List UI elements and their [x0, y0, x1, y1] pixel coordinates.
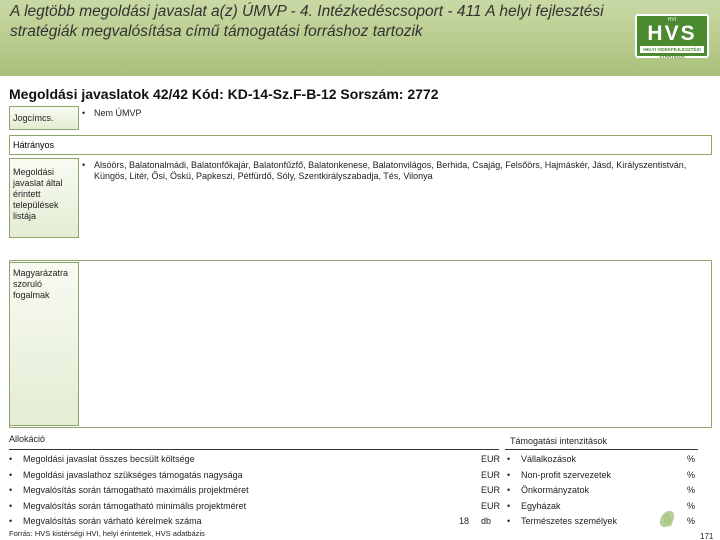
- logo-main-text: HVS: [647, 22, 697, 45]
- allokacio-divider: [9, 449, 499, 450]
- allokacio-row-label: Megoldási javaslat összes becsült költsége: [23, 454, 195, 464]
- allokacio-row-unit: EUR: [481, 470, 501, 480]
- logo-top-text: HVI: [667, 17, 677, 23]
- intenzitas-row-label: Non-profit szervezetek: [521, 470, 612, 480]
- intenzitas-row-label: Természetes személyek: [521, 516, 618, 526]
- bullet: •: [507, 501, 511, 511]
- bullet: •: [82, 108, 86, 118]
- intenzitas-divider: [505, 449, 698, 450]
- page-number: 171: [700, 532, 714, 540]
- allokacio-row-unit: EUR: [481, 485, 501, 495]
- allokacio-label: Allokáció: [9, 434, 46, 444]
- header-title: A legtöbb megoldási javaslat a(z) ÚMVP - 4. Intézkedéscsoport - 411 A helyi fejlesztési stratégiák megvalósítása című támogatási forráshoz tartozik: [10, 3, 604, 40]
- intenzitas-row-unit: %: [687, 454, 696, 464]
- bullet: •: [9, 501, 13, 511]
- telepulesek-label-box: [9, 158, 79, 238]
- allokacio-row-label: Megvalósítás során várható kérelmek száma: [23, 516, 202, 526]
- jogcimcs-content: [82, 108, 712, 119]
- intenzitas-row-unit: %: [687, 501, 696, 511]
- bullet: •: [507, 485, 511, 495]
- bullet: •: [507, 470, 511, 480]
- intenzitas-label: Támogatási intenzitások: [510, 436, 608, 446]
- bullet: •: [507, 516, 511, 526]
- intenzitas-row-unit: %: [687, 470, 696, 480]
- leaf-icon: [656, 508, 678, 530]
- bullet: •: [82, 160, 86, 170]
- allokacio-row-unit: EUR: [481, 454, 501, 464]
- magyarazatra-label-box: [9, 262, 79, 426]
- allokacio-row-unit: EUR: [481, 501, 501, 511]
- intenzitas-row-label: Önkormányzatok: [521, 485, 590, 495]
- allokacio-row-label: Megvalósítás során támogatható minimális projektméret: [23, 501, 247, 511]
- intenzitas-row-label: Egyházak: [521, 501, 561, 511]
- header-band: [0, 0, 720, 76]
- magyarazatra-frame: [9, 260, 712, 428]
- logo-band-text: HELYI VIDÉKFEJLESZTÉSI STRATÉGIA: [640, 46, 704, 53]
- page-title: Megoldási javaslatok 42/42 Kód: KD-14-Sz.F-B-12 Sorszám: 2772: [9, 86, 439, 102]
- magyarazatra-label: Magyarázatra szoruló fogalmak: [13, 268, 69, 300]
- bullet: •: [9, 485, 13, 495]
- hvs-logo-icon: [635, 14, 709, 58]
- telepulesek-value: Alsóörs, Balatonalmádi, Balatonfőkajár, Balatonfűzfő, Balatonkenese, Balatonvilágos, Berhida, Csajág, Felsőörs, Hajmáskér, Jásd, Királyszentistván, Küngös, Litér, Ősi, Öskü, Papkeszi, Pétfürdő, Sóly, Szentkirályszabadja, Tés, Vilonya: [94, 160, 687, 181]
- jogcimcs-label-box: [9, 106, 79, 130]
- hatranyos-box: [9, 135, 712, 155]
- allokacio-row-label: Megoldási javaslathoz szükséges támogatás nagysága: [23, 470, 243, 480]
- bullet: •: [507, 454, 511, 464]
- source-note: Forrás: HVS kistérségi HVI, helyi érintettek, HVS adatbázis: [9, 529, 205, 538]
- telepulesek-label: Megoldási javaslat által érintett települések listája: [13, 167, 63, 221]
- bullet: •: [9, 470, 13, 480]
- intenzitas-row-unit: %: [687, 516, 696, 526]
- jogcimcs-label: Jogcímcs.: [13, 113, 54, 123]
- bullet: •: [9, 516, 13, 526]
- intenzitas-row-unit: %: [687, 485, 696, 495]
- allokacio-row-label: Megvalósítás során támogatható maximális projektméret: [23, 485, 249, 495]
- bullet: •: [9, 454, 13, 464]
- telepulesek-content: [82, 160, 712, 182]
- allokacio-row-unit: db: [481, 516, 492, 526]
- allokacio-row-value: 18: [458, 516, 469, 526]
- hatranyos-label: Hátrányos: [13, 140, 55, 150]
- jogcimcs-value: Nem ÚMVP: [94, 108, 142, 118]
- intenzitas-row-label: Vállalkozások: [521, 454, 577, 464]
